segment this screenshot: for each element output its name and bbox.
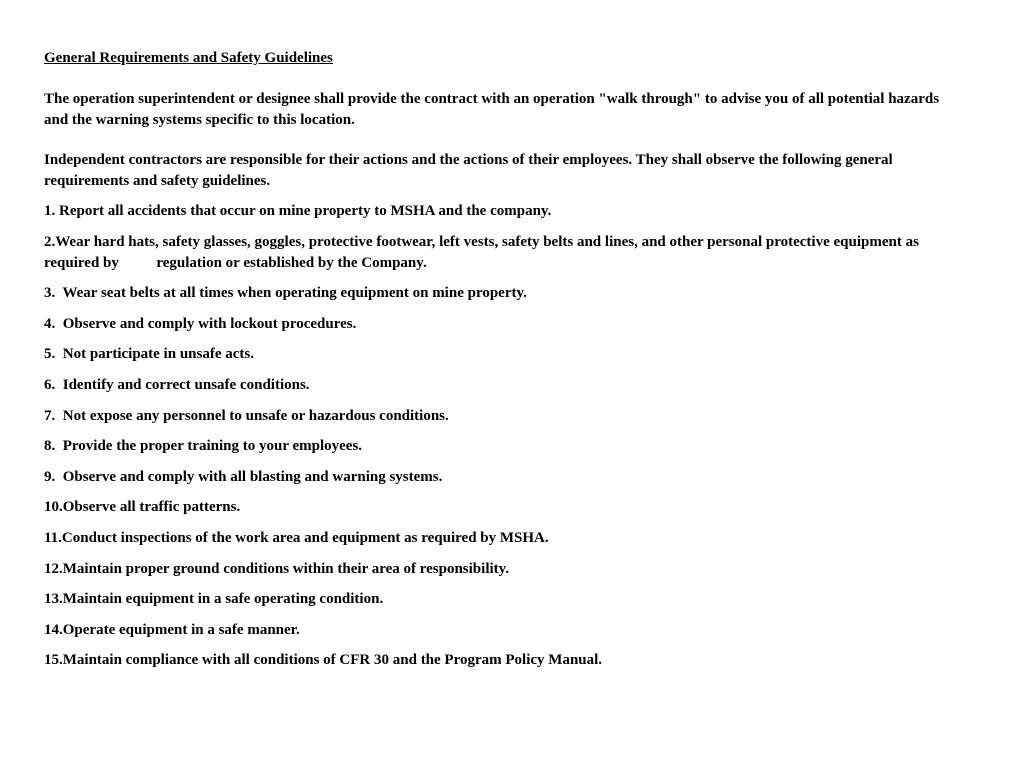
document-title: General Requirements and Safety Guidelines bbox=[44, 50, 333, 66]
list-item: 14.Operate equipment in a safe manner. bbox=[44, 621, 300, 638]
list-item: 6. Identify and correct unsafe conditions. bbox=[44, 376, 310, 393]
list-item: 3. Wear seat belts at all times when operating equipment on mine property. bbox=[44, 285, 527, 302]
list-item: 13.Maintain equipment in a safe operating condition. bbox=[44, 591, 384, 608]
list-item: 8. Provide the proper training to your employees. bbox=[44, 438, 363, 455]
list-item: 12.Maintain proper ground conditions within their area of responsibility. bbox=[44, 560, 510, 577]
list-item: 7. Not expose any personnel to unsafe or hazardous conditions. bbox=[44, 407, 449, 424]
list-item: 15.Maintain compliance with all conditions of CFR 30 and the Program Policy Manual. bbox=[44, 652, 603, 669]
list-item: 1. Report all accidents that occur on mine property to MSHA and the company. bbox=[44, 203, 552, 219]
list-item: 2.Wear hard hats, safety glasses, goggles, protective footwear, left vests, safety belts and lines, and other personal protective equipment as required by regulation or established by the Company. bbox=[44, 233, 923, 271]
intro-paragraph: The operation superintendent or designee shall provide the contract with an operation "walk through" to advise you of all potential hazards and the warning systems specific to this location. bbox=[44, 91, 940, 128]
list-item: 10.Observe all traffic patterns. bbox=[44, 499, 241, 516]
contractor-paragraph: Independent contractors are responsible for their actions and the actions of their employees. They shall observe the following general requirements and safety guidelines. bbox=[44, 152, 893, 189]
list-item: 11.Conduct inspections of the work area and equipment as required by MSHA. bbox=[44, 529, 549, 546]
list-item: 4. Observe and comply with lockout procedures. bbox=[44, 315, 357, 332]
list-item: 5. Not participate in unsafe acts. bbox=[44, 346, 254, 363]
list-item: 9. Observe and comply with all blasting and warning systems. bbox=[44, 468, 443, 485]
document-page bbox=[44, 48, 944, 681]
requirements-list bbox=[44, 201, 944, 671]
